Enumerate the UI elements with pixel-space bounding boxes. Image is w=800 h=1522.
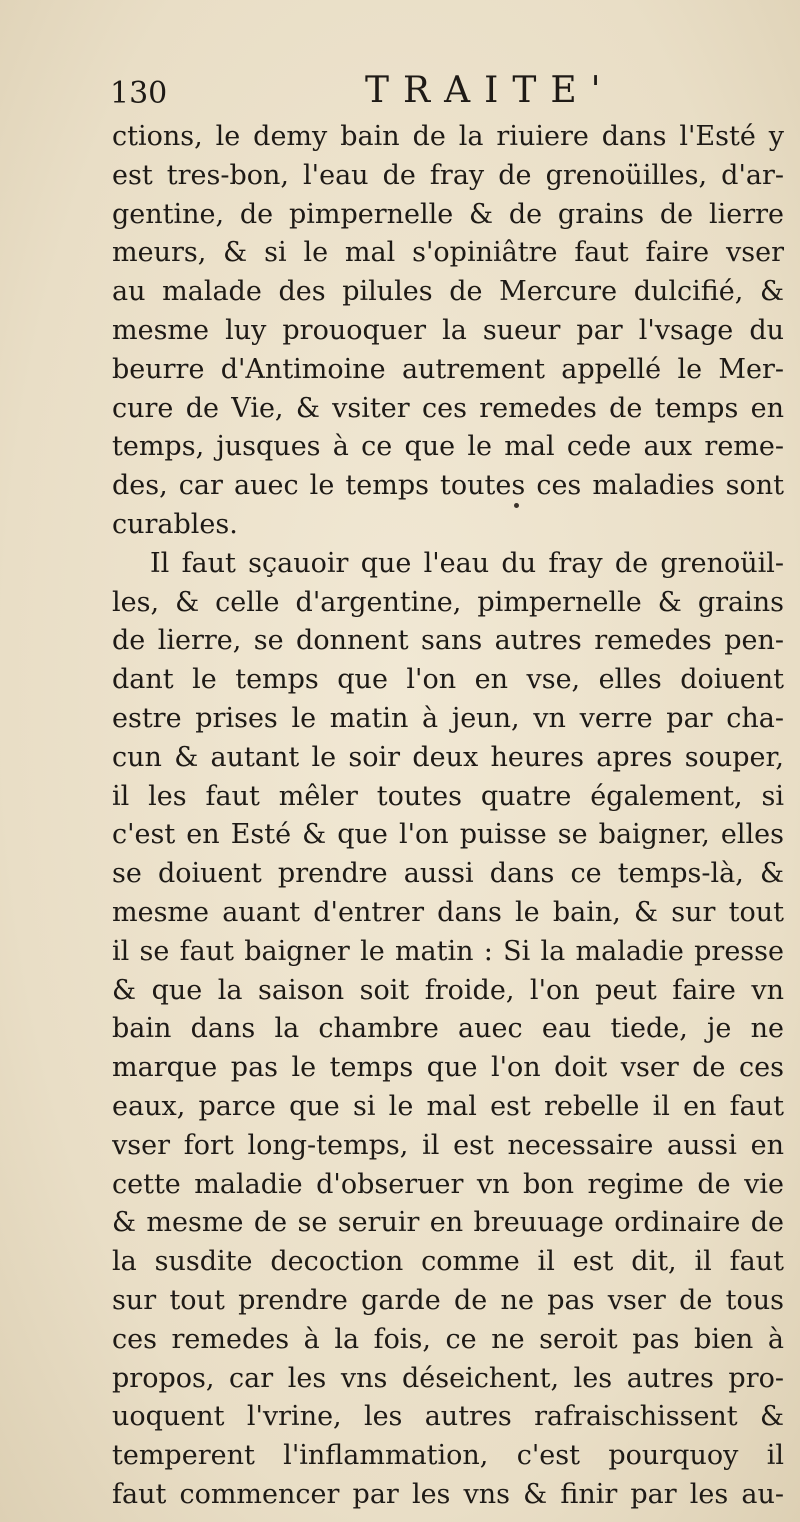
page-number: 130 bbox=[110, 76, 168, 111]
ink-speck bbox=[514, 503, 519, 508]
text-line: faut commencer par les vns & finir par les au- bbox=[112, 1478, 784, 1510]
text-line: meurs, & si le mal s'opiniâtre faut faire vser bbox=[112, 237, 784, 269]
text-line: curables. bbox=[112, 508, 238, 540]
text-line: au malade des pilules de Mercure dulcifié, & bbox=[112, 276, 784, 308]
text-line: est tres-bon, l'eau de fray de grenoüilles, d'ar- bbox=[112, 159, 784, 191]
page-header bbox=[110, 70, 720, 120]
text-line: cun & autant le soir deux heures apres souper, bbox=[112, 741, 784, 773]
text-line: cure de Vie, & vsiter ces remedes de temps en bbox=[112, 392, 784, 424]
text-line: eaux, parce que si le mal est rebelle il en faut bbox=[112, 1090, 784, 1122]
text-line: de lierre, se donnent sans autres remedes pen- bbox=[112, 625, 784, 657]
text-line: la susdite decoction comme il est dit, il faut bbox=[112, 1246, 784, 1278]
text-line: il les faut mêler toutes quatre également, si bbox=[112, 780, 784, 812]
text-line: mesme luy prouoquer la sueur par l'vsage du bbox=[112, 314, 784, 346]
text-line: cette maladie d'obseruer vn bon regime de vie bbox=[112, 1168, 784, 1200]
paragraph-start-line: Il faut sçauoir que l'eau du fray de grenoüil- bbox=[150, 547, 784, 579]
text-line: temps, jusques à ce que le mal cede aux reme- bbox=[112, 431, 784, 463]
text-line: mesme auant d'entrer dans le bain, & sur tout bbox=[112, 896, 784, 928]
text-line: bain dans la chambre auec eau tiede, je ne bbox=[112, 1013, 784, 1045]
text-line: propos, car les vns déseichent, les autres pro- bbox=[112, 1362, 784, 1394]
text-line: & mesme de se seruir en breuuage ordinaire de bbox=[112, 1207, 784, 1239]
text-line: ctions, le demy bain de la riuiere dans l'Esté y bbox=[112, 121, 784, 152]
text-line: c'est en Esté & que l'on puisse se baigner, elles bbox=[112, 819, 784, 851]
text-line: des, car auec le temps toutes ces maladies sont bbox=[112, 470, 784, 502]
text-line: dant le temps que l'on en vse, elles doiuent bbox=[112, 664, 784, 696]
body-text bbox=[112, 118, 784, 1515]
text-line: uoquent l'vrine, les autres rafraischissent & bbox=[112, 1401, 784, 1433]
text-line: beurre d'Antimoine autrement appellé le Mer- bbox=[112, 353, 784, 385]
text-line: sur tout prendre garde de ne pas vser de tous bbox=[112, 1284, 784, 1316]
text-line: ces remedes à la fois, ce ne seroit pas bien à bbox=[112, 1323, 784, 1355]
running-title: TRAITE' bbox=[365, 70, 615, 111]
text-line: les, & celle d'argentine, pimpernelle & grains bbox=[112, 586, 784, 618]
text-line: il se faut baigner le matin : Si la maladie presse bbox=[112, 935, 784, 967]
text-line: estre prises le matin à jeun, vn verre par cha- bbox=[112, 702, 784, 734]
text-line: & que la saison soit froide, l'on peut faire vn bbox=[112, 974, 784, 1006]
text-line: marque pas le temps que l'on doit vser de ces bbox=[112, 1052, 784, 1084]
text-line: se doiuent prendre aussi dans ce temps-là, & bbox=[112, 858, 784, 890]
text-line: temperent l'inflammation, c'est pourquoy il bbox=[112, 1440, 784, 1472]
text-line: gentine, de pimpernelle & de grains de lierre bbox=[112, 198, 784, 230]
text-line: vser fort long-temps, il est necessaire aussi en bbox=[112, 1129, 784, 1161]
